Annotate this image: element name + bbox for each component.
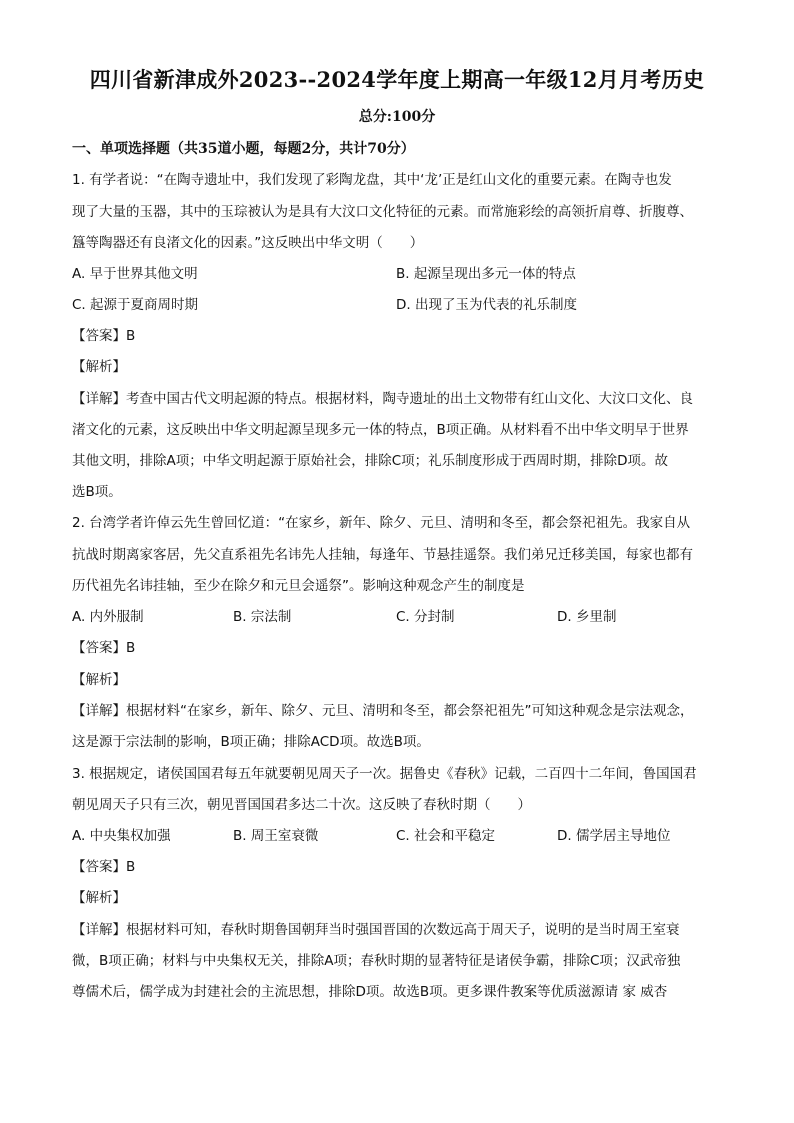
q2-option-a: A. 内外服制 — [72, 609, 144, 625]
q2-detail-line: 【详解】根据材料“在家乡，新年、除夕、元旦、清明和冬至，都会祭祀祖先”可知这种观念是宗法观念， — [72, 703, 694, 719]
total-score: 总分:100分 — [358, 109, 436, 125]
q1-detail-line: 渚文化的元素，这反映出中华文明起源呈现多元一体的特点，B项正确。从材料看不出中华文明早于世界 — [72, 422, 689, 438]
q1-detail-line: 选B项。 — [72, 484, 122, 500]
q3-detail-line: 微，B项正确；材料与中央集权无关，排除A项；春秋时期的显著特征是诸侯争霸，排除C项；汉武帝独 — [72, 953, 681, 969]
q2-stem-line: 抗战时期离家客居，先父直系祖先名讳先人挂轴，每逢年、节悬挂遥祭。我们弟兄迁移美国，每家也都有 — [72, 547, 693, 563]
q1-analysis-label: 【解析】 — [72, 359, 126, 375]
q3-analysis-label: 【解析】 — [72, 890, 126, 906]
q2-option-c: C. 分封制 — [396, 609, 455, 625]
q2-option-b: B. 宗法制 — [233, 609, 292, 625]
q3-option-d: D. 儒学居主导地位 — [557, 828, 671, 844]
q3-detail-line: 尊儒术后，儒学成为封建社会的主流思想，排除D项。故选B项。更多课件教案等优质滋源请 家 威杏 — [72, 984, 668, 1000]
q1-detail-line: 【详解】考查中国古代文明起源的特点。根据材料，陶寺遗址的出土文物带有红山文化、大汶口文化、良 — [72, 391, 693, 407]
q2-option-d: D. 乡里制 — [557, 609, 617, 625]
q3-option-b: B. 周王室衰微 — [233, 828, 319, 844]
exam-title: 四川省新津成外2023--2024学年度上期高一年级12月月考历史 — [89, 67, 705, 92]
section-heading: 一、单项选择题（共35道小题，每题2分，共计70分） — [72, 141, 415, 157]
q3-option-a: A. 中央集权加强 — [72, 828, 171, 844]
q1-option-d: D. 出现了玉为代表的礼乐制度 — [396, 297, 577, 313]
q3-stem-line: 朝见周天子只有三次，朝见晋国国君多达二十次。这反映了春秋时期（ ） — [72, 797, 531, 813]
q1-option-c: C. 起源于夏商周时期 — [72, 297, 199, 313]
q2-answer: 【答案】B — [72, 640, 136, 656]
q2-analysis-label: 【解析】 — [72, 672, 126, 688]
q2-stem-line: 2. 台湾学者许倬云先生曾回忆道：“在家乡，新年、除夕、元旦、清明和冬至，都会祭祀祖先。我家自从 — [72, 515, 691, 531]
q2-stem-line: 历代祖先名讳挂轴，至少在除夕和元旦会遥祭”。影响这种观念产生的制度是 — [72, 578, 525, 594]
q1-option-a: A. 早于世界其他文明 — [72, 266, 198, 282]
q2-detail-line: 这是源于宗法制的影响，B项正确；排除ACD项。故选B项。 — [72, 734, 430, 750]
q3-detail-line: 【详解】根据材料可知，春秋时期鲁国朝拜当时强国晋国的次数远高于周天子，说明的是当时周王室衰 — [72, 922, 680, 938]
q1-answer: 【答案】B — [72, 328, 136, 344]
q3-stem-line: 3. 根据规定，诸侯国国君每五年就要朝见周天子一次。据鲁史《春秋》记载，二百四十二年间，鲁国国君 — [72, 766, 697, 782]
q1-stem-line: 1. 有学者说：“在陶寺遗址中，我们发现了彩陶龙盘，其中‘龙’正是红山文化的重要元素。在陶寺也发 — [72, 172, 672, 188]
q1-stem-line: 现了大量的玉器，其中的玉琮被认为是具有大汶口文化特征的元素。而常施彩绘的高领折肩尊、折腹尊、 — [72, 204, 693, 220]
q1-stem-line: 簋等陶器还有良渚文化的因素。”这反映出中华文明（ ） — [72, 235, 424, 251]
q1-option-b: B. 起源呈现出多元一体的特点 — [396, 266, 576, 282]
q1-detail-line: 其他文明，排除A项；中华文明起源于原始社会，排除C项；礼乐制度形成于西周时期，排除D项。故 — [72, 453, 669, 469]
q3-option-c: C. 社会和平稳定 — [396, 828, 496, 844]
q3-answer: 【答案】B — [72, 859, 136, 875]
